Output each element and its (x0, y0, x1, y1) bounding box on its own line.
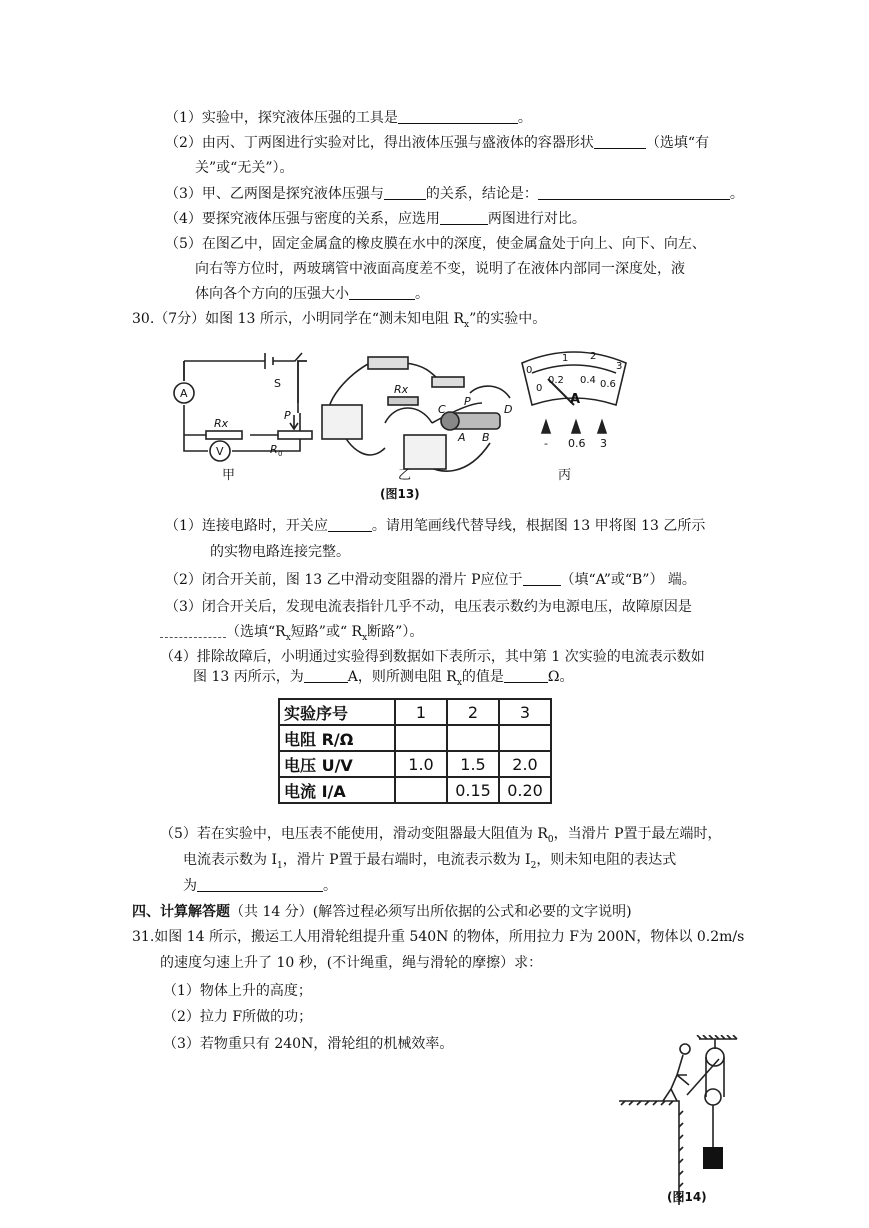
q31-item3: （3）若物重只有 240N，滑轮组的机械效率。 (163, 1036, 454, 1052)
terminal-3: 3 (600, 437, 607, 450)
table-cell: 2.0 (499, 751, 551, 777)
q31-title-cont: 的速度匀速上升了 10 秒，(不计绳重，绳与滑轮的摩擦）求： (160, 955, 543, 971)
figure-14 (615, 1035, 745, 1205)
table-row (279, 699, 551, 725)
circuit-wire (184, 353, 307, 361)
answer-blank[interactable] (328, 517, 372, 532)
scale-bot-1: 0.2 (548, 375, 564, 386)
table-cell (395, 777, 447, 803)
label-v: V (216, 445, 224, 458)
q30-title: 30.（7分）如图 13 所示，小明同学在“测未知电阻 $R_x$”的实验中。 (132, 311, 547, 330)
figure-13-caption: (图13) (380, 487, 420, 501)
scale-top-0: 0 (526, 365, 533, 376)
label-jia: 甲 (222, 468, 236, 483)
q29-item5-cont: 向右等方位时，两玻璃管中液面高度差不变，说明了在液体内部同一深度处，液 (195, 261, 685, 277)
switch-icon (432, 377, 464, 387)
q29-item2-cont: 关”或“无关”）。 (195, 160, 294, 176)
q30-item5-cont: 电流表示数为 $I_1$，滑片 P置于最右端时，电流表示数为 $I_2$，则未知电阻的表达式 (183, 852, 677, 871)
meter-terminal-icon (542, 421, 550, 433)
table-cell: 2 (447, 699, 499, 725)
label-r0: R (270, 443, 278, 456)
scale-bot-3: 0.6 (600, 379, 616, 390)
answer-blank[interactable] (197, 877, 323, 892)
q31-item2: （2）拉力 F所做的功； (163, 1009, 313, 1025)
answer-blank[interactable] (594, 134, 646, 149)
q30-item4-cont: 图 13 丙所示，为 A，则所测电阻 $R_x$的值是 Ω。 (193, 669, 574, 688)
table-header: 电流 I/A (279, 777, 395, 803)
resistor-device-icon (388, 397, 418, 405)
scale-top-2: 2 (590, 351, 597, 362)
q29-item4: （4）要探究液体压强与密度的关系，应选用 两图进行对比。 (165, 211, 586, 227)
worker-head-icon (680, 1044, 690, 1054)
table-row (279, 751, 551, 777)
label-d: D (504, 403, 513, 416)
label-r0-sub: 0 (278, 450, 283, 458)
table-cell: 0.20 (499, 777, 551, 803)
q30-item1-cont: 的实物电路连接完整。 (210, 544, 350, 560)
meter-unit-label: A (570, 392, 581, 407)
answer-blank[interactable] (349, 285, 415, 300)
q29-item1: （1）实验中，探究液体压强的工具是 。 (165, 110, 532, 126)
slider-arrow-icon (290, 415, 298, 429)
ledge-hatch-icon (621, 1101, 683, 1199)
label-c: C (438, 403, 446, 416)
q30-item5: （5）若在实验中，电压表不能使用，滑动变阻器最大阻值为 $R_0$，当滑片 P置于最左端时， (160, 826, 722, 845)
section-4-heading: 四、计算解答题（共 14 分）(解答过程必须写出所依据的公式和必要的文字说明) (132, 904, 632, 920)
q30-item2: （2）闭合开关前，图 13 乙中滑动变阻器的滑片 P应位于 （填“A”或“B”） 端。 (165, 572, 696, 588)
q29-item5: （5）在图乙中，固定金属盒的橡皮膜在水中的深度，使金属盒处于向上、向下、向左、 (165, 236, 706, 252)
q31-item1: （1）物体上升的高度； (163, 983, 312, 999)
label-a: A (180, 387, 188, 400)
q29-item3: （3）甲、乙两图是探究液体压强与 的关系，结论是： 。 (165, 186, 744, 202)
table-cell: 1.5 (447, 751, 499, 777)
answer-blank[interactable] (538, 185, 730, 200)
table-cell (395, 725, 447, 751)
label-bing: 丙 (558, 468, 572, 483)
table-cell: 3 (499, 699, 551, 725)
movable-pulley-icon (705, 1089, 721, 1105)
table-cell: 0.15 (447, 777, 499, 803)
answer-blank[interactable] (440, 210, 488, 225)
circuit-wire (184, 361, 307, 413)
voltmeter-device-icon (322, 405, 362, 439)
table-header: 电阻 R/Ω (279, 725, 395, 751)
table-row (279, 725, 551, 751)
q30-item4: （4）排除故障后，小明通过实验得到数据如下表所示，其中第 1 次实验的电流表示数如 (160, 649, 705, 665)
q30-item5-cont2: 为 。 (183, 878, 337, 894)
weight-block-icon (703, 1147, 723, 1169)
ammeter-device-icon (404, 435, 446, 469)
ceiling-icon (697, 1035, 737, 1039)
q31-title: 31.如图 14 所示，搬运工人用滑轮组提升重 540N 的物体，所用拉力 F为 200N，物体以 0.2m/s (132, 929, 745, 945)
scale-top-3: 3 (616, 361, 623, 372)
scale-top-1: 1 (562, 353, 569, 364)
answer-blank[interactable] (304, 668, 348, 683)
table-cell: 1.0 (395, 751, 447, 777)
resistor-rx-icon (206, 431, 242, 439)
table-cell (499, 725, 551, 751)
terminal-neg: - (544, 437, 548, 450)
q29-item5-cont2: 体向各个方向的压强大小 。 (195, 286, 429, 302)
label-rx: Rx (214, 417, 229, 430)
figure-13 (170, 343, 650, 503)
table-cell (447, 725, 499, 751)
answer-blank[interactable] (384, 185, 426, 200)
label-yi: 乙 (398, 468, 412, 483)
q30-item1: （1）连接电路时，开关应 。请用笔画线代替导线，根据图 13 甲将图 13 乙所示 (165, 518, 706, 534)
terminal-06: 0.6 (568, 437, 586, 450)
label-rx2: Rx (394, 383, 409, 396)
rheostat-r0-icon (278, 431, 312, 439)
meter-scale-icon (532, 365, 616, 373)
meter-terminal-icon (572, 421, 580, 433)
circuit-wire (265, 353, 273, 369)
scale-bot-0: 0 (536, 383, 543, 394)
label-a2: A (458, 431, 466, 444)
answer-blank[interactable] (398, 109, 518, 124)
table-header: 实验序号 (279, 699, 395, 725)
q30-item3-cont: （选填“$R_x$短路”或“ $R_x$断路”）。 (160, 622, 423, 648)
data-table (278, 698, 552, 804)
answer-blank[interactable] (160, 623, 226, 638)
table-header: 电压 U/V (279, 751, 395, 777)
battery-icon (368, 357, 408, 369)
label-p2: P (464, 395, 471, 408)
scale-bot-2: 0.4 (580, 375, 596, 386)
table-cell: 1 (395, 699, 447, 725)
worker-icon (663, 1055, 689, 1101)
meter-terminal-icon (598, 421, 606, 433)
q30-item3: （3）闭合开关后，发现电流表指针几乎不动，电压表示数约为电源电压，故障原因是 (165, 599, 692, 615)
label-p: P (284, 409, 291, 422)
q29-item2: （2）由丙、丁两图进行实验对比，得出液体压强与盛液体的容器形状 （选填“有 (165, 135, 710, 151)
answer-blank[interactable] (523, 571, 561, 586)
answer-blank[interactable] (504, 668, 548, 683)
figure-14-caption: (图14) (667, 1190, 707, 1204)
table-row (279, 777, 551, 803)
label-b2: B (482, 431, 490, 444)
label-s: S (274, 377, 281, 390)
